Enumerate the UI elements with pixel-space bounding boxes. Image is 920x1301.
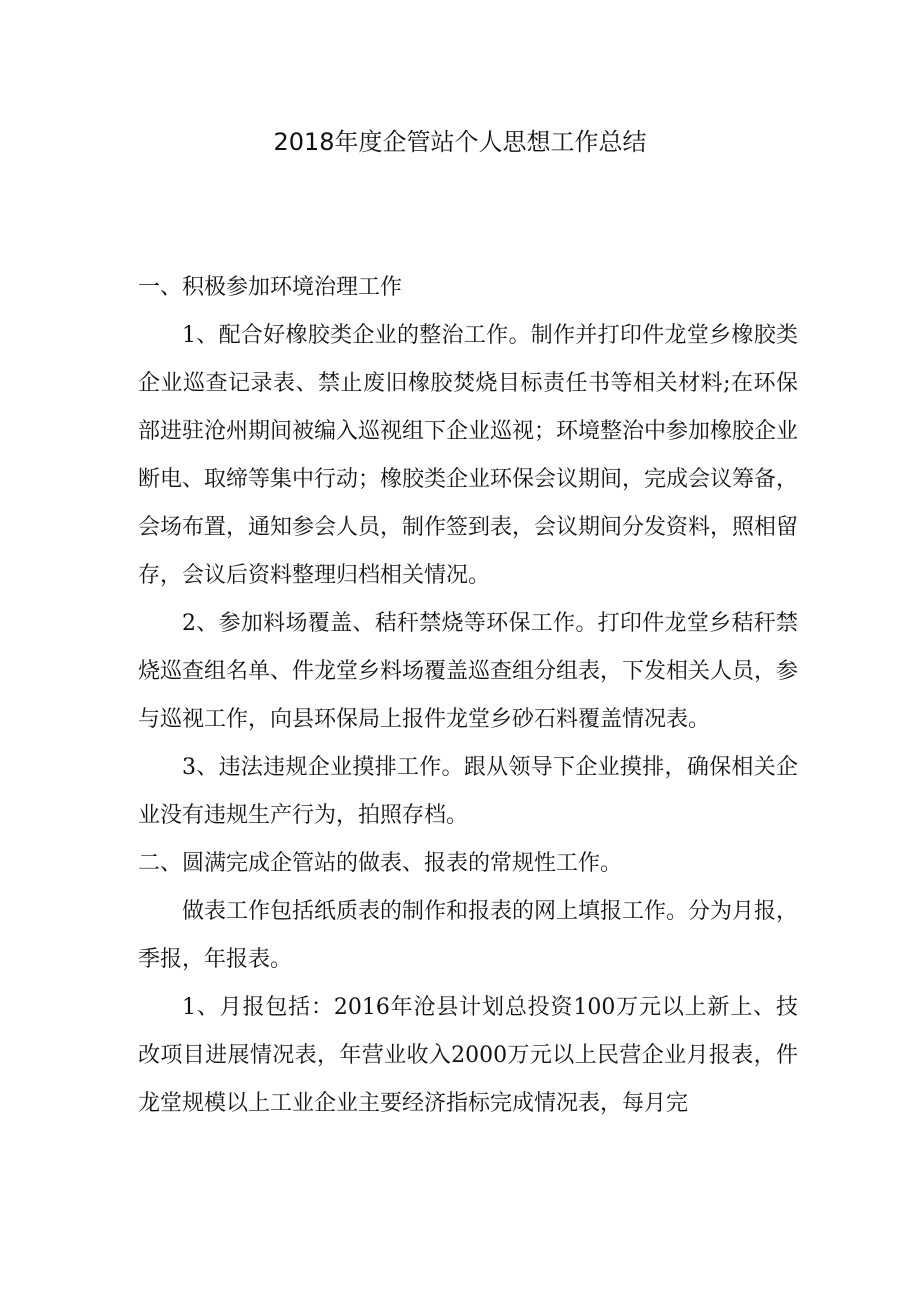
paragraph-report-work: 做表工作包括纸质表的制作和报表的网上填报工作。分为月报，季报，年报表。 [138, 899, 799, 972]
document-body [138, 264, 798, 1128]
section-heading-2: 二、圆满完成企管站的做表、报表的常规性工作。 [138, 851, 623, 876]
paragraph-monthly-report: 1、月报包括：2016年沧县计划总投资100万元以上新上、技改项目进展情况表，年营业收入2000万元以上民营企业月报表，件龙堂规模以上工业企业主要经济指标完成情况表，每月完 [138, 995, 798, 1116]
paragraph-violation-check: 3、违法违规企业摸排工作。跟从领导下企业摸排，确保相关企业没有违规生产行为，拍照存档。 [138, 755, 798, 828]
document-title: 2018年度企管站个人思想工作总结 [273, 128, 647, 156]
paragraph-stockyard-straw: 2、参加料场覆盖、秸秆禁烧等环保工作。打印件龙堂乡秸秆禁烧巡查组名单、件龙堂乡料场覆盖巡查组分组表，下发相关人员，参与巡视工作，向县环保局上报件龙堂乡砂石料覆盖情况表。 [138, 611, 799, 732]
paragraph-rubber-rectification: 1、配合好橡胶类企业的整治工作。制作并打印件龙堂乡橡胶类企业巡查记录表、禁止废旧橡胶焚烧目标责任书等相关材料;在环保部进驻沧州期间被编入巡视组下企业巡视；环境整治中参加橡胶企业断电、取缔等集中行动；橡胶类企业环保会议期间，完成会议筹备，会场布置，通知参会人员，制作签到表，会议期间分发资料，照相留存，会议后资料整理归档相关情况。 [138, 323, 799, 588]
section-heading-1: 一、积极参加环境治理工作 [138, 275, 403, 300]
